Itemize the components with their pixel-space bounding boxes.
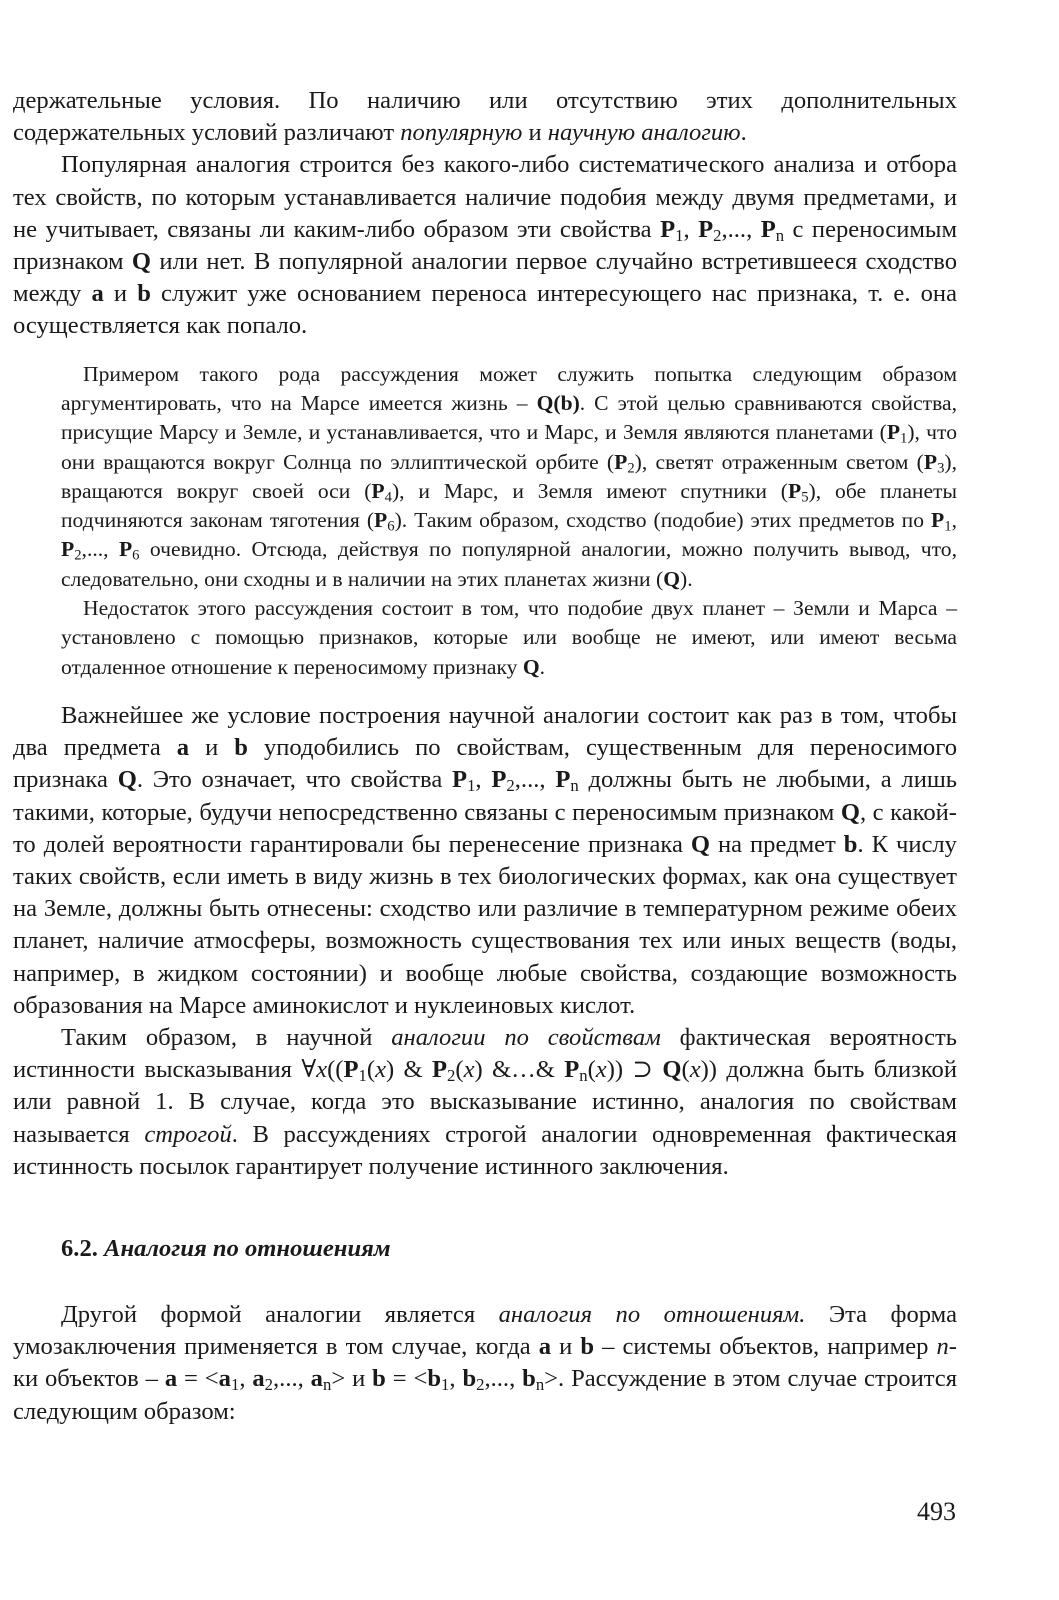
paragraph-2: Популярная аналогия строится без какого-либо систематического анализа и отбора тех свойств, по которым устанавливается наличие подобия между двумя предметами, и не учитывает, связаны ли каким-либо образом эти свойства $P_1$, $P_2$,..., $P_n$ с переносимым признаком Q или нет. В популярной аналогии первое случайно встретившееся сходство между a и b служит уже основанием переноса интересующего нас признака, т. е. она осуществляется как попало. bbox=[13, 151, 958, 340]
page-text bbox=[13, 85, 957, 1428]
formula-forall: $\forall x((P_1(x)$ & $P_2(x)$ &…& $P_n(x)$) ⊃ Q(x)) bbox=[301, 1056, 717, 1086]
paragraph-4: Таким образом, в научной аналогии по свойствам фактическая вероятность истинности высказывания $\forall x((P_1(x)$ & $P_2(x)$ &…& $P_n(x)$) ⊃ Q(x)) должна быть близкой или равной 1. В случае, когда это высказывание истинно, аналогия по свойствам называется строгой. В рассуждениях строгой аналогии одновременная фактическая истинность посылок гарантирует получение истинного заключения. bbox=[13, 1023, 958, 1180]
section-heading: 6.2. Аналогия по отношениям bbox=[61, 1234, 391, 1262]
paragraph-3: Важнейшее же условие построения научной аналогии состоит как раз в том, чтобы два предмета a и b уподобились по свойствам, существенным для переносимого признака Q. Это означает, что свойства $P_1$, $P_2$,..., $P_n$ должны быть не любыми, а лишь такими, которые, будучи непосредственно связаны с переносимым признаком Q, с какой-то долей вероятности гарантировали бы перенесение признака Q на предмет b. К числу таких свойств, если иметь в виду жизнь в тех биологических формах, как она существует на Земле, должны быть отнесены: сходство или различие в температурном режиме обеих планет, наличие атмосферы, возможность существования тех или иных веществ (воды, например, в жидком состоянии) и вообще любые свойства, создающие возможность образования на Марсе аминокислот и нуклеиновых кислот. bbox=[13, 701, 958, 1019]
example-paragraph-1: Примером такого рода рассуждения может служить попытка следующим образом аргументировать, что на Марсе имеется жизнь – Q(b). С этой целью сравниваются свойства, присущие Марсу и Земле, и устанавливается, что и Марс, и Земля являются планетами $(P_1)$, что они вращаются вокруг Солнца по эллиптической орбите $(P_2)$, светят отраженным светом $(P_3)$, вращаются вокруг своей оси $(P_4)$, и Марс, и Земля имеют спутники $(P_5)$, обе планеты подчиняются законам тяготения $(P_6)$. Таким образом, сходство (подобие) этих предметов по $P_1$, $P_2$,..., $P_6$ очевидно. Отсюда, действуя по популярной аналогии, можно получить вывод, что, следовательно, они сходны и в наличии на этих планетах жизни (Q). bbox=[61, 361, 958, 591]
example-block bbox=[61, 360, 957, 682]
paragraph-5: Другой формой аналогии является аналогия по отношениям. Эта форма умозаключения применяется в том случае, когда a и b – системы объектов, например n-ки объектов – $a = <a_1$, $a_2$,..., $a_n> и$ $b = <b_1$, $b_2$,..., $b_n>$. Рассуждение в этом случае строится следующим образом: bbox=[13, 1300, 958, 1425]
main-text-block-2 bbox=[13, 700, 957, 1183]
page-number: 493 bbox=[917, 1497, 956, 1526]
main-text-block-3 bbox=[13, 1299, 957, 1428]
main-text-block-1 bbox=[13, 85, 957, 343]
paragraph-1: держательные условия. По наличию или отсутствию этих дополнительных содержательных условий различают популярную и научную аналогию. bbox=[13, 87, 957, 147]
example-paragraph-2: Недостаток этого рассуждения состоит в том, что подобие двух планет – Земли и Марса – установлено с помощью признаков, которые или вообще не имеют, или имеют весьма отдаленное отношение к переносимому признаку Q. bbox=[61, 596, 957, 679]
